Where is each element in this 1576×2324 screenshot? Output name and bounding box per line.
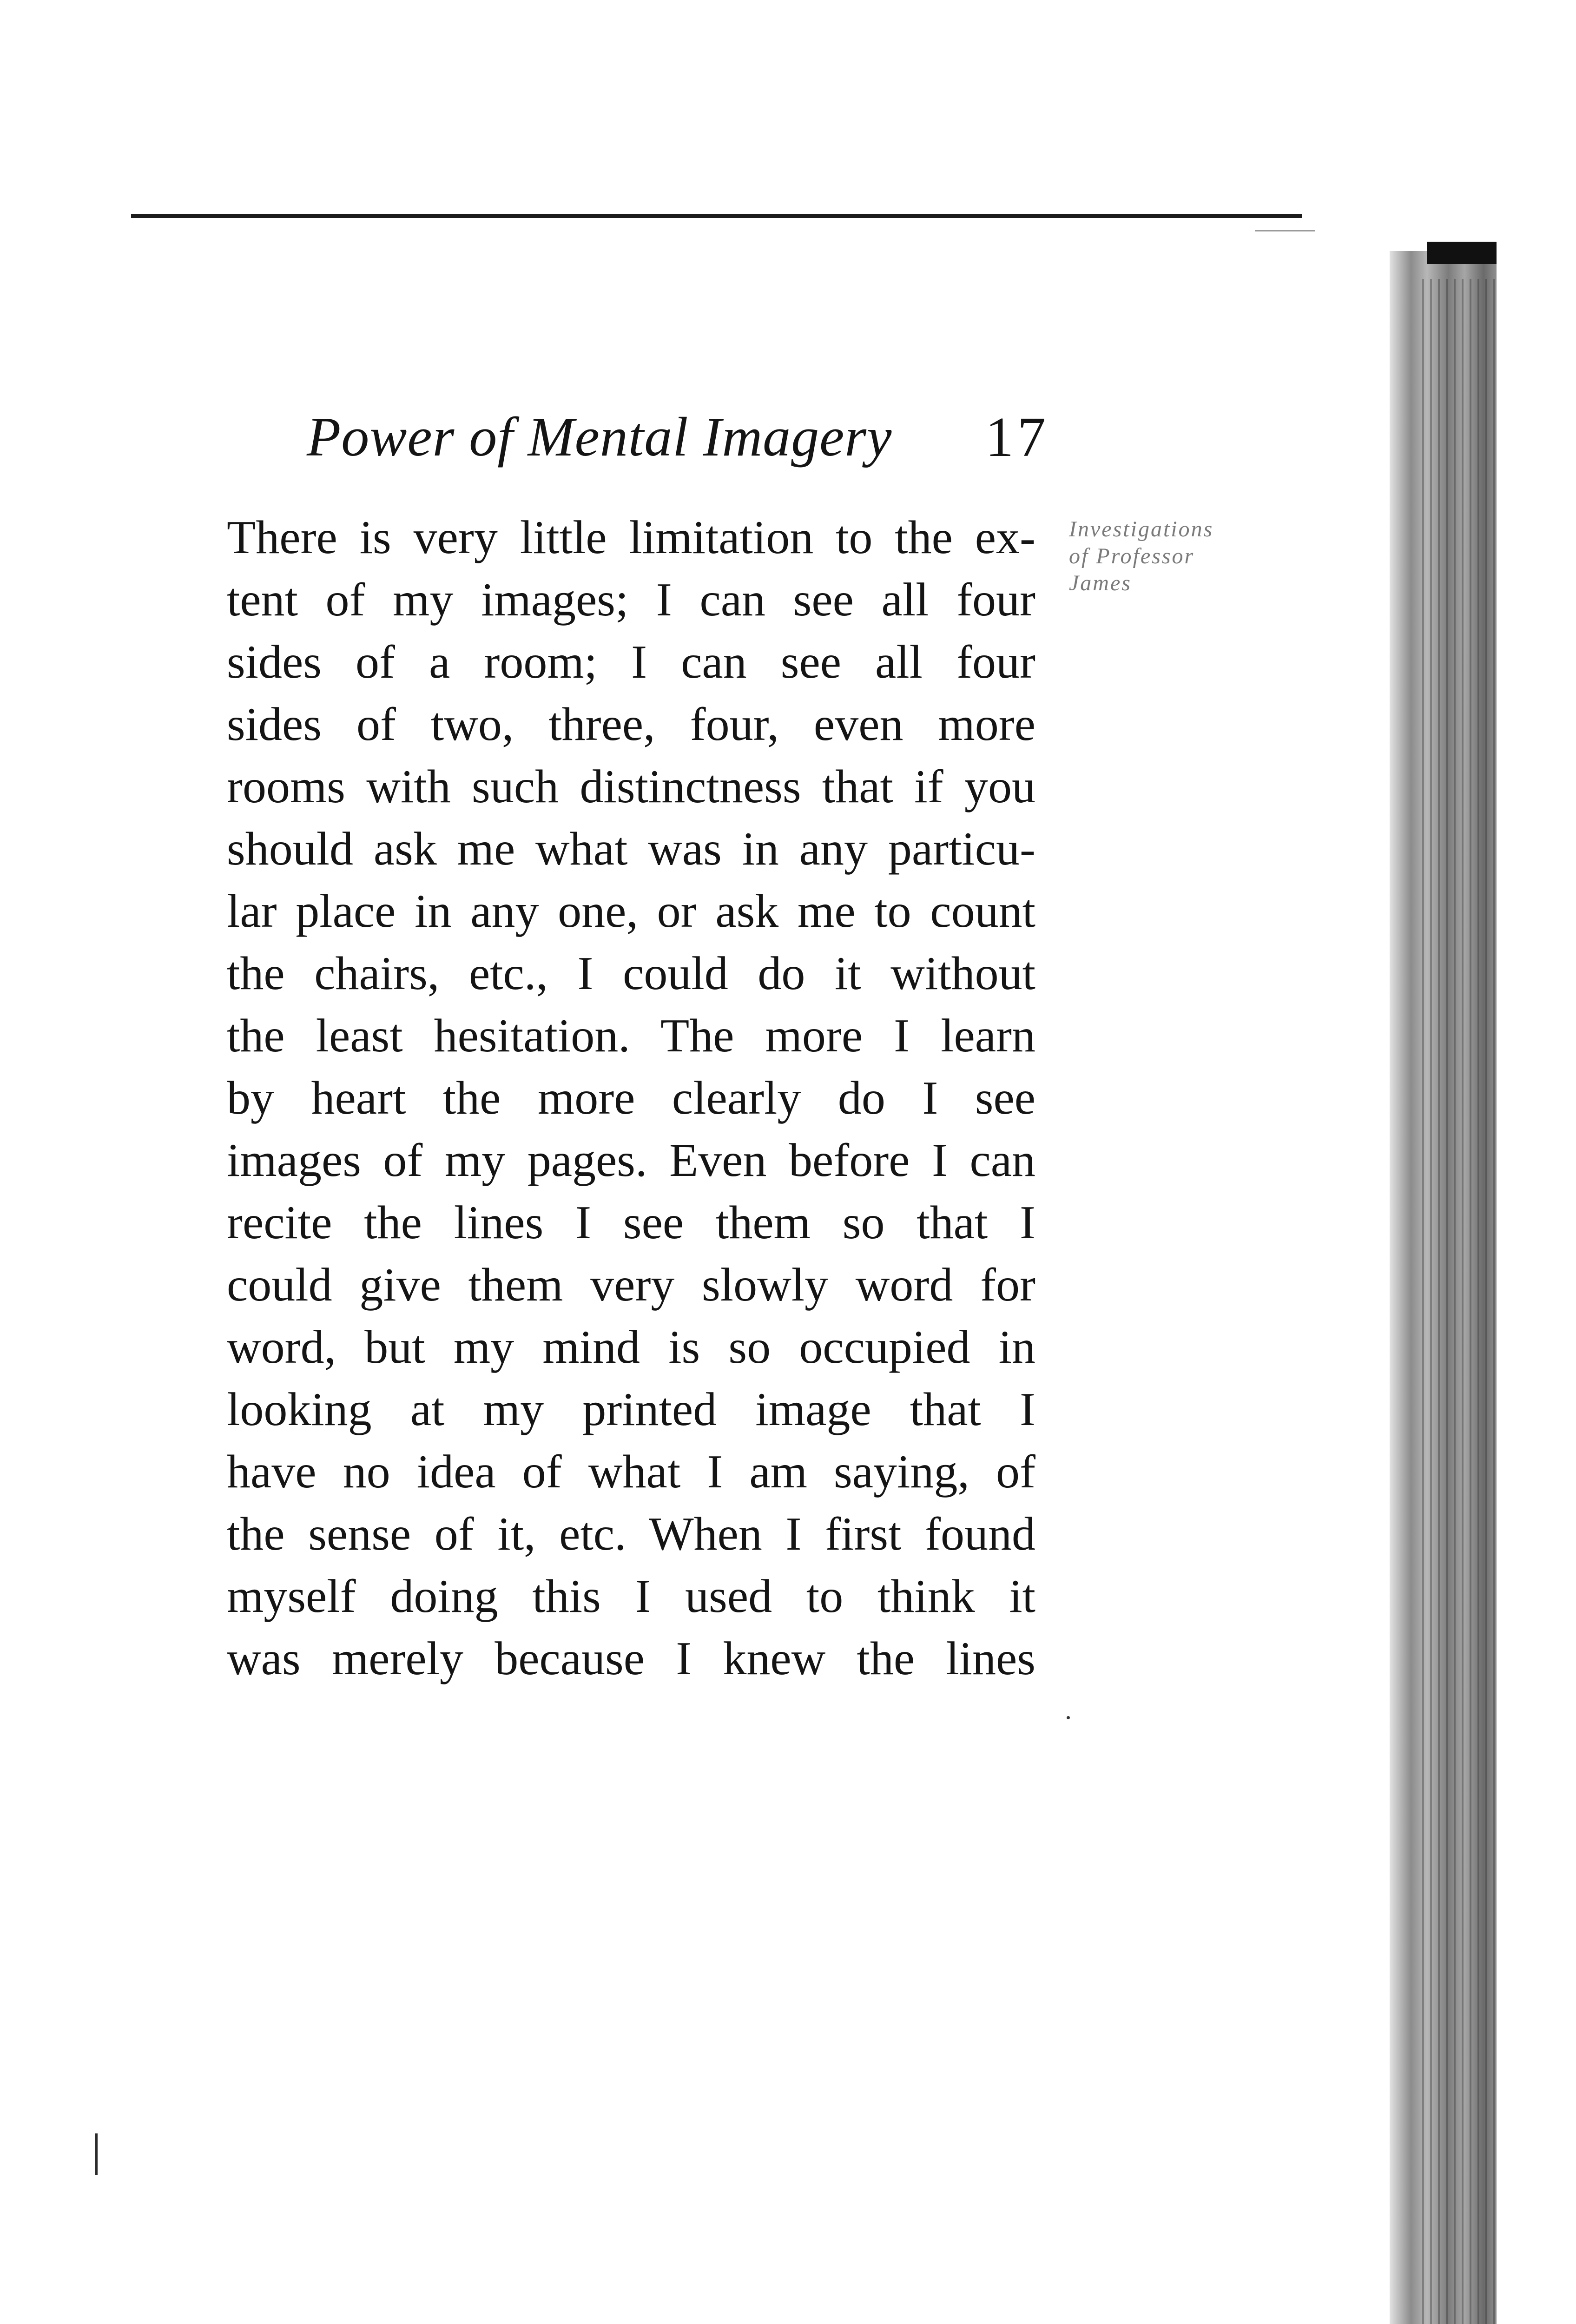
marginal-note (1069, 516, 1292, 597)
text-line: looking at my printed image that I (227, 1383, 1035, 1436)
marginal-note-line: of Professor (1069, 544, 1195, 568)
text-line: sides of a room; I can see all four (227, 636, 1035, 688)
text-line: by heart the more clearly do I see (227, 1072, 1035, 1124)
text-line: the chairs, etc., I could do it without (227, 947, 1035, 1000)
marginal-note-line: James (1069, 571, 1132, 595)
stray-dot (1067, 1716, 1070, 1719)
page-edge-top (1427, 242, 1497, 264)
text-line: lar place in any one, or ask me to count (227, 885, 1035, 938)
text-line: the least hesitation. The more I learn (227, 1010, 1035, 1062)
text-line: have no idea of what I am saying, of (227, 1446, 1035, 1498)
text-line: was merely because I knew the lines (227, 1632, 1035, 1685)
text-line: myself doing this I used to think it (227, 1570, 1035, 1623)
text-line: word, but my mind is so occupied in (227, 1321, 1035, 1373)
text-line: tent of my images; I can see all four (227, 574, 1035, 626)
text-line: should ask me what was in any particu- (227, 823, 1035, 875)
text-line: could give them very slowly word for (227, 1259, 1035, 1311)
page-edge-stripes (1422, 279, 1497, 2324)
page-number: 17 (985, 406, 1049, 469)
marginal-note-line: Investigations (1069, 517, 1214, 541)
top-rule (131, 214, 1302, 218)
body-paragraph (227, 507, 1035, 1690)
text-line: images of my pages. Even before I can (227, 1134, 1035, 1187)
text-line: the sense of it, etc. When I first found (227, 1508, 1035, 1560)
running-title: Power of Mental Imagery (307, 406, 892, 468)
text-line: rooms with such distinctness that if you (227, 760, 1035, 813)
text-line: There is very little limitation to the ex- (227, 511, 1035, 564)
text-line: sides of two, three, four, even more (227, 698, 1035, 751)
top-rule-fade (1255, 230, 1315, 231)
margin-mark (95, 2133, 98, 2175)
text-line: recite the lines I see them so that I (227, 1196, 1035, 1249)
